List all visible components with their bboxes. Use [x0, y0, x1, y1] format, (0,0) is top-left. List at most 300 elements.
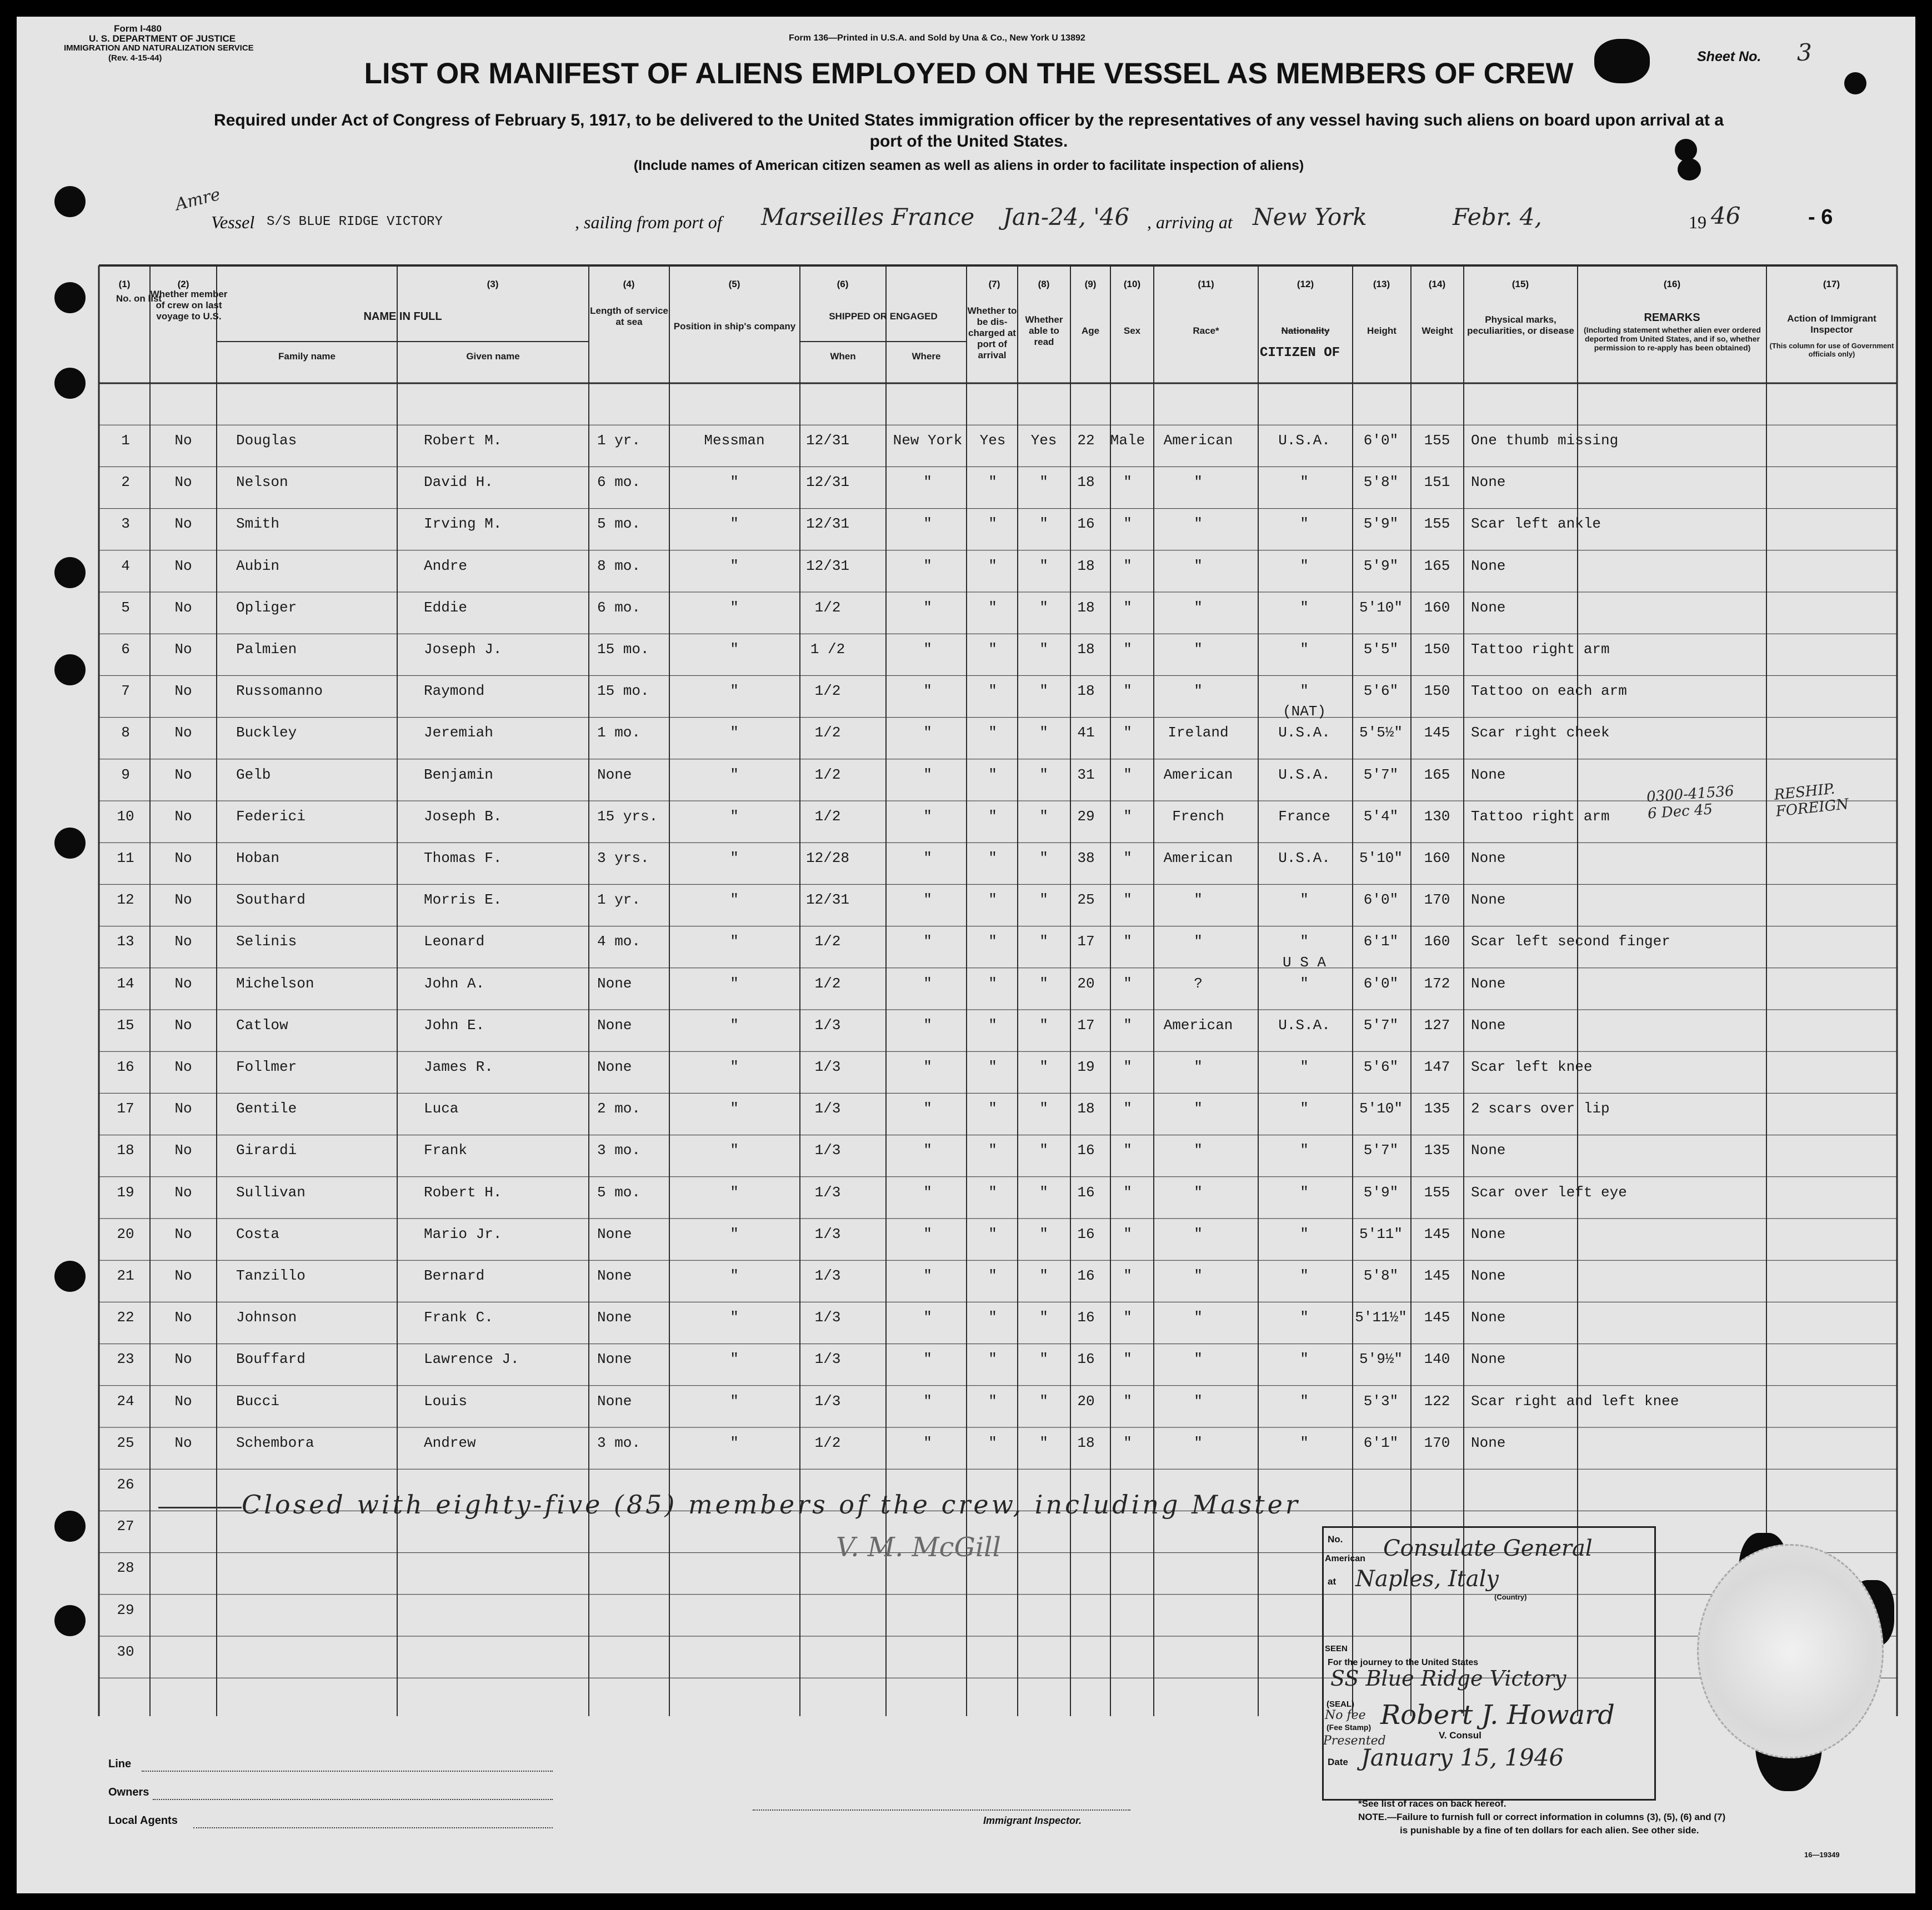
- cell-given: Raymond: [424, 683, 485, 700]
- cell-member: No: [174, 474, 192, 491]
- cell-where: ": [923, 1059, 932, 1075]
- cell-citizen: ": [1300, 1184, 1309, 1201]
- cell-citizen: U.S.A.: [1278, 432, 1330, 449]
- cell-discharged: Yes: [979, 432, 1006, 449]
- cell-no: 3: [121, 515, 130, 533]
- cell-when: 1 /2: [810, 641, 845, 658]
- cell-read: ": [1039, 474, 1048, 491]
- page-mark: - 6: [1808, 205, 1833, 229]
- cell-race: ": [1194, 933, 1203, 950]
- punch-hole: [54, 368, 86, 399]
- cell-age: 16: [1077, 1351, 1095, 1368]
- cell-member: No: [174, 1225, 192, 1242]
- cell-weight: 150: [1424, 683, 1450, 700]
- cell-height: 6'0": [1363, 432, 1399, 449]
- header-physical: Physical marks, peculiarities, or disease: [1467, 314, 1574, 336]
- subtitle-line-2: port of the United States.: [869, 132, 1068, 151]
- cell-sex: ": [1123, 1225, 1132, 1242]
- cell-race: ": [1194, 1184, 1203, 1201]
- header-remarks-note: (Including statement whether alien ever ordered deported from United States, and if so, whether permission to re-apply has been obtained): [1584, 325, 1761, 352]
- cell-given: Louis: [424, 1392, 468, 1410]
- cell-family: Follmer: [236, 1059, 297, 1075]
- cell-position: ": [730, 474, 739, 491]
- cell-citizen: ": [1300, 1351, 1309, 1368]
- cell-discharged: ": [988, 1267, 997, 1284]
- cell-when: 1/3: [814, 1267, 841, 1284]
- cell-age: 18: [1077, 1434, 1095, 1451]
- cell-marks: None: [1471, 766, 1506, 783]
- cell-given: Leonard: [424, 933, 485, 950]
- printer-line: Form 136—Printed in U.S.A. and Sold by Una & Co., New York U 13892: [789, 33, 1085, 43]
- cell-member: No: [174, 515, 192, 533]
- cell-remarks: 0300-41536 6 Dec 45: [1646, 783, 1735, 823]
- footer-inspector-label: Immigrant Inspector.: [983, 1815, 1082, 1826]
- cell-weight: 150: [1424, 641, 1450, 658]
- footer-line-label: Line: [108, 1758, 132, 1770]
- cell-marks: None: [1471, 1351, 1506, 1368]
- cell-no: 4: [121, 557, 130, 574]
- cell-discharged: ": [988, 1016, 997, 1034]
- cell-race: ": [1194, 641, 1203, 658]
- cell-given: Joseph B.: [424, 808, 502, 825]
- cell-height: 5'6": [1363, 683, 1399, 700]
- stamp-signature: Robert J. Howard: [1380, 1700, 1615, 1731]
- cell-service: 2 mo.: [597, 1100, 641, 1117]
- cell-height: 5'8": [1363, 1267, 1399, 1284]
- cell-sex: ": [1123, 1392, 1132, 1410]
- cell-where: New York: [893, 432, 963, 449]
- cell-service: 6 mo.: [597, 599, 641, 616]
- stamp-fee-stamp: (Fee Stamp): [1327, 1723, 1372, 1732]
- header-when: When: [830, 351, 856, 362]
- cell-sex: ": [1123, 1059, 1132, 1075]
- cell-position: ": [730, 933, 739, 950]
- cell-sex: ": [1123, 975, 1132, 992]
- ink-blot: [1678, 158, 1701, 181]
- punch-hole: [54, 654, 86, 685]
- cell-weight: 135: [1424, 1100, 1450, 1117]
- cell-marks: Scar right and left knee: [1471, 1392, 1679, 1410]
- cell-read: ": [1039, 724, 1048, 741]
- cell-given: Robert H.: [424, 1184, 502, 1201]
- cell-family: Southard: [236, 891, 306, 909]
- closing-signature: V. M. McGill: [836, 1532, 1001, 1563]
- form-number: Form I-480: [114, 23, 162, 34]
- cell-when: 12/31: [805, 557, 850, 574]
- cell-given: Jeremiah: [424, 724, 493, 741]
- empty-row-number: 26: [117, 1476, 134, 1493]
- cell-weight: 170: [1424, 891, 1450, 909]
- cell-where: ": [923, 641, 932, 658]
- cell-race: American: [1163, 432, 1233, 449]
- cell-position: ": [730, 1016, 739, 1034]
- cell-position: ": [730, 1267, 739, 1284]
- cell-position: ": [730, 1142, 739, 1159]
- cell-marks: None: [1471, 474, 1506, 491]
- cell-height: 5'7": [1363, 1016, 1399, 1034]
- cell-where: ": [923, 1225, 932, 1242]
- cell-given: Bernard: [424, 1267, 485, 1284]
- cell-member: No: [174, 808, 192, 825]
- revision: (Rev. 4-15-44): [108, 53, 162, 63]
- cell-when: 1/3: [814, 1016, 841, 1034]
- cell-service: 5 mo.: [597, 1184, 641, 1201]
- cell-read: ": [1039, 933, 1048, 950]
- cell-height: 5'11": [1359, 1225, 1403, 1242]
- cell-discharged: ": [988, 1392, 997, 1410]
- cell-age: 17: [1077, 1016, 1095, 1034]
- cell-member: No: [174, 557, 192, 574]
- cell-no: 9: [121, 766, 130, 783]
- cell-weight: 145: [1424, 1309, 1450, 1326]
- cell-when: 1/2: [814, 766, 841, 783]
- header-weight: Weight: [1422, 325, 1453, 336]
- consular-seal: [1697, 1544, 1884, 1758]
- date-to: Febr. 4,: [1453, 203, 1542, 230]
- header-action: Action of Immigrant Inspector: [1787, 313, 1876, 335]
- stamp-fee: No fee: [1325, 1708, 1366, 1722]
- cell-read: ": [1039, 1184, 1048, 1201]
- stamp-no-label: No.: [1328, 1534, 1343, 1545]
- cell-when: 1/3: [814, 1392, 841, 1410]
- cell-weight: 155: [1424, 1184, 1450, 1201]
- cell-given: Mario Jr.: [424, 1225, 502, 1242]
- cell-family: Tanzillo: [236, 1267, 306, 1284]
- stamp-at-label: at: [1328, 1576, 1337, 1587]
- cell-given: Eddie: [424, 599, 468, 616]
- cell-where: ": [923, 975, 932, 992]
- cell-race: ": [1194, 1225, 1203, 1242]
- punch-hole: [54, 1605, 86, 1636]
- cell-when: 12/31: [805, 474, 850, 491]
- cell-age: 16: [1077, 1184, 1095, 1201]
- cell-position: ": [730, 515, 739, 533]
- cell-given: John A.: [424, 975, 485, 992]
- cell-given: Irving M.: [424, 515, 502, 533]
- cell-where: ": [923, 850, 932, 866]
- ink-blot: [1594, 39, 1650, 83]
- cell-discharged: ": [988, 515, 997, 533]
- punch-hole: [54, 557, 86, 588]
- cell-when: 12/31: [805, 432, 850, 449]
- cell-citizen: ": [1300, 515, 1309, 533]
- footer-race-note: *See list of races on back hereof.: [1358, 1798, 1506, 1809]
- cell-service: None: [597, 1016, 632, 1034]
- header-length-service: Length of service at sea: [590, 305, 668, 327]
- cell-position: ": [730, 808, 739, 825]
- cell-read: ": [1039, 1059, 1048, 1075]
- cell-read: ": [1039, 557, 1048, 574]
- cell-race: ": [1194, 557, 1203, 574]
- empty-row-number: 28: [117, 1560, 134, 1577]
- cell-race: American: [1163, 1016, 1233, 1034]
- cell-service: 4 mo.: [597, 933, 641, 950]
- cell-member: No: [174, 1309, 192, 1326]
- cell-member: No: [174, 1392, 192, 1410]
- cell-sex: ": [1123, 599, 1132, 616]
- cell-race: ": [1194, 474, 1203, 491]
- cell-marks: None: [1471, 599, 1506, 616]
- cell-read: ": [1039, 515, 1048, 533]
- cell-service: 15 mo.: [597, 641, 649, 658]
- cell-position: ": [730, 1059, 739, 1075]
- cell-marks: One thumb missing: [1471, 432, 1619, 449]
- cell-where: ": [923, 1351, 932, 1368]
- cell-race: ": [1194, 1351, 1203, 1368]
- cell-service: 1 yr.: [597, 432, 641, 449]
- stamp-date: January 15, 1946: [1361, 1744, 1564, 1771]
- footer-form-code: 16—19349: [1804, 1851, 1840, 1859]
- cell-age: 18: [1077, 557, 1095, 574]
- cell-family: Girardi: [236, 1142, 297, 1159]
- cell-read: ": [1039, 1351, 1048, 1368]
- cell-height: 5'10": [1359, 1100, 1403, 1117]
- cell-family: Bouffard: [236, 1351, 306, 1368]
- cell-age: 25: [1077, 891, 1095, 909]
- cell-sex: ": [1123, 474, 1132, 491]
- sheet-number: 3: [1797, 39, 1812, 66]
- cell-age: 22: [1077, 432, 1095, 449]
- cell-race: Ireland: [1168, 724, 1229, 741]
- header-action-note: (This column for use of Government officials only): [1769, 342, 1894, 358]
- cell-family: Buckley: [236, 724, 297, 741]
- column-number: (3): [487, 279, 499, 289]
- cell-citizen: ": [1300, 641, 1309, 658]
- column-number: (6): [837, 279, 849, 289]
- cell-position: ": [730, 1351, 739, 1368]
- cell-age: 18: [1077, 1100, 1095, 1117]
- cell-service: 6 mo.: [597, 474, 641, 491]
- cell-read: ": [1039, 1309, 1048, 1326]
- cell-discharged: ": [988, 599, 997, 616]
- cell-sex: ": [1123, 891, 1132, 909]
- cell-family: Opliger: [236, 599, 297, 616]
- cell-where: ": [923, 933, 932, 950]
- cell-race: ": [1194, 1059, 1203, 1075]
- ink-blot: [1844, 72, 1866, 94]
- header-age: Age: [1081, 325, 1100, 336]
- column-number: (5): [728, 279, 740, 289]
- cell-family: Selinis: [236, 933, 297, 950]
- cell-weight: 140: [1424, 1351, 1450, 1368]
- cell-read: ": [1039, 766, 1048, 783]
- cell-read: ": [1039, 683, 1048, 700]
- cell-member: No: [174, 1016, 192, 1034]
- stamp-journey-label: For the journey to the United States: [1328, 1658, 1479, 1667]
- stamp-date-label: Date: [1328, 1757, 1348, 1767]
- cell-member: No: [174, 641, 192, 658]
- cell-race: ": [1194, 891, 1203, 909]
- cell-citizen: ": [1300, 1100, 1309, 1117]
- cell-citizen: ": [1300, 891, 1309, 909]
- cell-when: 1/2: [814, 933, 841, 950]
- cell-member: No: [174, 1142, 192, 1159]
- cell-where: ": [923, 766, 932, 783]
- cell-when: 12/31: [805, 891, 850, 909]
- cell-family: Johnson: [236, 1309, 297, 1326]
- header-family-name: Family name: [278, 351, 336, 362]
- cell-where: ": [923, 474, 932, 491]
- cell-weight: 122: [1424, 1392, 1450, 1410]
- cell-read: ": [1039, 975, 1048, 992]
- cell-discharged: ": [988, 474, 997, 491]
- cell-weight: 151: [1424, 474, 1450, 491]
- cell-citizen-note: U S A: [1282, 954, 1327, 971]
- header-no-on-list: No. on list: [116, 293, 162, 304]
- cell-no: 19: [117, 1184, 134, 1201]
- cell-weight: 145: [1424, 724, 1450, 741]
- cell-citizen: ": [1300, 1309, 1309, 1326]
- cell-given: Joseph J.: [424, 641, 502, 658]
- cell-height: 5'9": [1363, 1184, 1399, 1201]
- cell-position: ": [730, 599, 739, 616]
- stamp-american-label: American: [1325, 1554, 1365, 1563]
- cell-read: ": [1039, 1392, 1048, 1410]
- cell-service: None: [597, 1351, 632, 1368]
- cell-position: ": [730, 891, 739, 909]
- cell-where: ": [923, 1267, 932, 1284]
- punch-hole: [54, 1261, 86, 1292]
- cell-discharged: ": [988, 975, 997, 992]
- cell-position: ": [730, 1309, 739, 1326]
- cell-weight: 165: [1424, 766, 1450, 783]
- cell-height: 5'9": [1363, 557, 1399, 574]
- cell-when: 1/3: [814, 1142, 841, 1159]
- column-number: (4): [623, 279, 635, 289]
- column-number: (13): [1373, 279, 1390, 289]
- cell-service: 3 yrs.: [597, 850, 649, 866]
- inspector-field: [753, 1809, 1130, 1811]
- cell-marks: Scar left ankle: [1471, 515, 1601, 533]
- cell-height: 5'6": [1363, 1059, 1399, 1075]
- cell-position: ": [730, 975, 739, 992]
- cell-race: ": [1194, 1309, 1203, 1326]
- sheet-label: Sheet No.: [1697, 49, 1761, 64]
- cell-member: No: [174, 891, 192, 909]
- sailing-label: , sailing from port of: [575, 212, 722, 232]
- cell-height: 5'9": [1363, 515, 1399, 533]
- footer-agents-label: Local Agents: [108, 1814, 178, 1827]
- port-from: Marseilles France: [761, 203, 975, 230]
- cell-sex: ": [1123, 1309, 1132, 1326]
- cell-citizen-note: (NAT): [1282, 703, 1327, 720]
- cell-sex: ": [1123, 641, 1132, 658]
- cell-age: 18: [1077, 641, 1095, 658]
- footer-note-2: is punishable by a fine of ten dollars for each alien. See other side.: [1400, 1825, 1699, 1836]
- cell-service: 5 mo.: [597, 515, 641, 533]
- cell-position: ": [730, 1434, 739, 1451]
- cell-no: 20: [117, 1225, 134, 1242]
- cell-member: No: [174, 1267, 192, 1284]
- cell-family: Nelson: [236, 474, 288, 491]
- cell-service: None: [597, 1059, 632, 1075]
- cell-given: James R.: [424, 1059, 493, 1075]
- cell-where: ": [923, 557, 932, 574]
- cell-member: No: [174, 1184, 192, 1201]
- cell-marks: None: [1471, 850, 1506, 866]
- cell-position: ": [730, 683, 739, 700]
- cell-position: Messman: [704, 432, 765, 449]
- service-name: IMMIGRATION AND NATURALIZATION SERVICE: [64, 43, 254, 53]
- ink-blot: [1675, 139, 1697, 161]
- cell-given: Andre: [424, 557, 468, 574]
- cell-discharged: ": [988, 933, 997, 950]
- cell-weight: 160: [1424, 850, 1450, 866]
- cell-height: 5'11½": [1355, 1309, 1407, 1326]
- cell-no: 14: [117, 975, 134, 992]
- cell-sex: ": [1123, 1100, 1132, 1117]
- cell-citizen: U.S.A.: [1278, 724, 1330, 741]
- cell-marks: 2 scars over lip: [1471, 1100, 1610, 1117]
- cell-sex: ": [1123, 1184, 1132, 1201]
- cell-family: Russomanno: [236, 683, 323, 700]
- cell-sex: ": [1123, 1351, 1132, 1368]
- cell-service: 15 mo.: [597, 683, 649, 700]
- cell-when: 1/2: [814, 975, 841, 992]
- cell-age: 31: [1077, 766, 1095, 783]
- cell-position: ": [730, 1392, 739, 1410]
- cell-race: ": [1194, 1267, 1203, 1284]
- cell-marks: None: [1471, 1016, 1506, 1034]
- cell-family: Federici: [236, 808, 306, 825]
- cell-discharged: ": [988, 891, 997, 909]
- cell-marks: None: [1471, 1434, 1506, 1451]
- cell-age: 38: [1077, 850, 1095, 866]
- cell-citizen: ": [1300, 1392, 1309, 1410]
- cell-given: Frank: [424, 1142, 468, 1159]
- cell-sex: ": [1123, 1267, 1132, 1284]
- cell-age: 16: [1077, 1267, 1095, 1284]
- cell-when: 1/3: [814, 1351, 841, 1368]
- punch-hole: [54, 828, 86, 859]
- cell-no: 21: [117, 1267, 134, 1284]
- cell-family: Palmien: [236, 641, 297, 658]
- cell-citizen: France: [1278, 808, 1330, 825]
- cell-weight: 147: [1424, 1059, 1450, 1075]
- cell-age: 18: [1077, 599, 1095, 616]
- cell-race: ": [1194, 683, 1203, 700]
- cell-no: 2: [121, 474, 130, 491]
- cell-weight: 145: [1424, 1225, 1450, 1242]
- cell-weight: 127: [1424, 1016, 1450, 1034]
- cell-marks: Scar over left eye: [1471, 1184, 1627, 1201]
- cell-family: Schembora: [236, 1434, 314, 1451]
- cell-citizen: ": [1300, 1225, 1309, 1242]
- cell-position: ": [730, 1225, 739, 1242]
- cell-race: ": [1194, 1434, 1203, 1451]
- cell-given: Andrew: [424, 1434, 476, 1451]
- cell-discharged: ": [988, 724, 997, 741]
- cell-discharged: ": [988, 1142, 997, 1159]
- stamp-office: Consulate General: [1383, 1536, 1593, 1561]
- cell-sex: ": [1123, 933, 1132, 950]
- cell-sex: ": [1123, 808, 1132, 825]
- cell-member: No: [174, 1434, 192, 1451]
- cell-citizen: ": [1300, 599, 1309, 616]
- cell-where: ": [923, 1142, 932, 1159]
- vessel-name: S/S BLUE RIDGE VICTORY: [267, 214, 443, 229]
- header-discharged: Whether to be dis-charged at port of arrival: [967, 305, 1017, 360]
- column-number: (7): [988, 279, 1000, 289]
- cell-race: ": [1194, 1142, 1203, 1159]
- cell-height: 6'0": [1363, 891, 1399, 909]
- cell-read: ": [1039, 850, 1048, 866]
- cell-no: 16: [117, 1059, 134, 1075]
- cell-where: ": [923, 1184, 932, 1201]
- cell-no: 5: [121, 599, 130, 616]
- column-number: (1): [118, 279, 131, 289]
- column-number: (12): [1297, 279, 1314, 289]
